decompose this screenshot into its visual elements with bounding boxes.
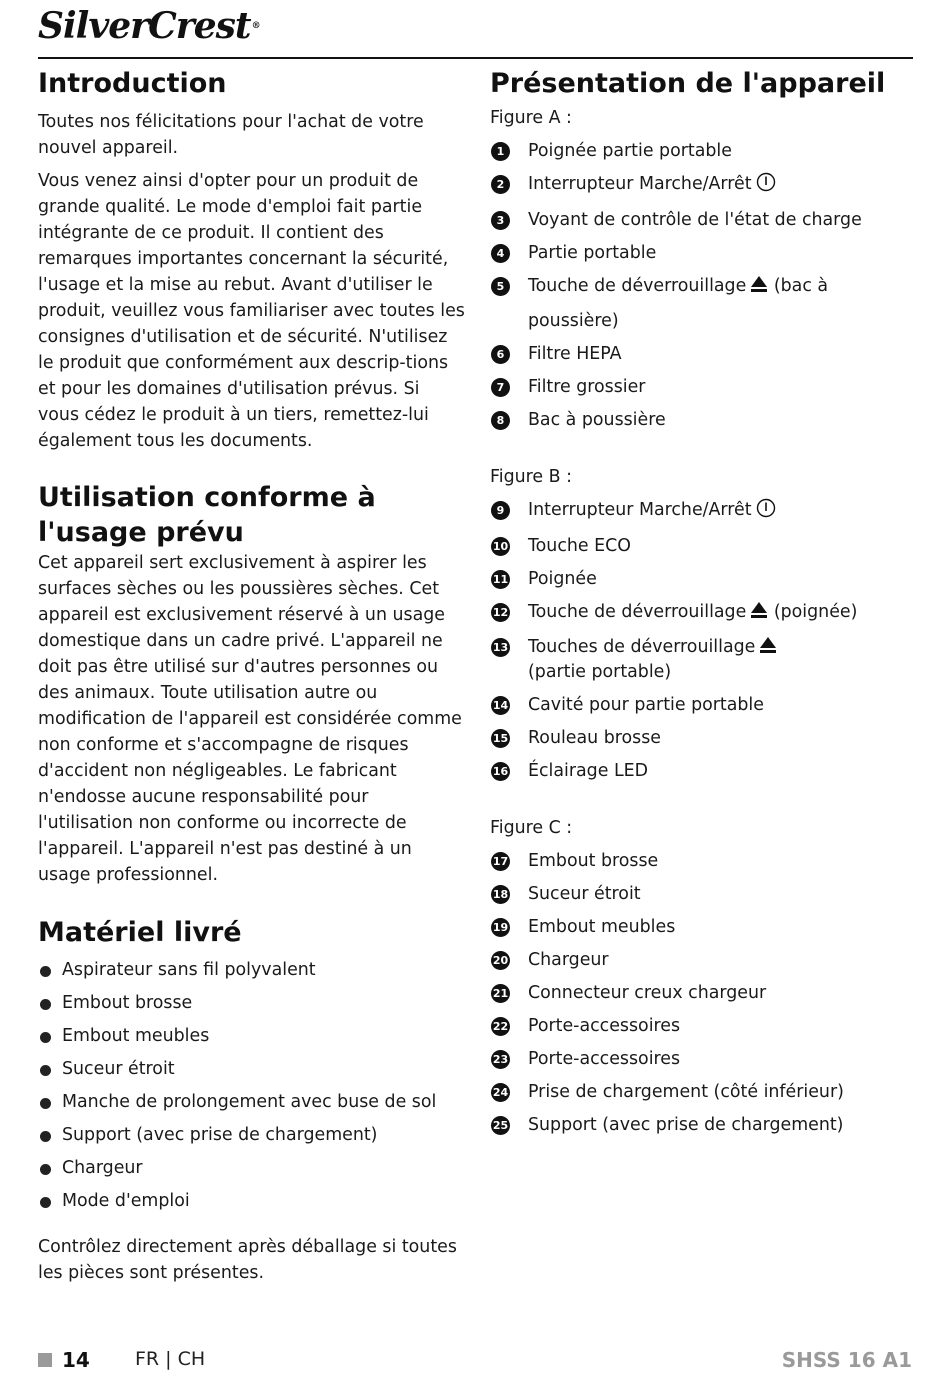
delivered-item: [38, 1185, 466, 1218]
part-item: [490, 755, 920, 788]
delivered-item: [38, 1086, 466, 1119]
presentation-heading: Présentation de l'appareil: [490, 68, 886, 99]
delivered-item-text: Embout brosse: [62, 993, 193, 1013]
delivered-item: [38, 1053, 466, 1086]
delivered-check-note: Contrôlez directement après déballage si toutes les pièces sont présentes.: [38, 1237, 457, 1283]
delivered-item: [38, 954, 466, 987]
figure-a-list: [490, 135, 920, 437]
part-item: [490, 338, 920, 371]
power-symbol-icon: [756, 171, 776, 204]
part-item: [490, 722, 920, 755]
eject-unlock-icon: [750, 272, 768, 305]
left-column: [38, 66, 466, 1286]
part-label: Partie portable: [528, 243, 657, 263]
part-number-badge: 21: [491, 984, 510, 1003]
part-number-badge: 11: [491, 570, 510, 589]
part-item: [490, 944, 920, 977]
figure-c-label: Figure C :: [490, 818, 573, 838]
part-number-badge: 2: [491, 175, 510, 194]
delivered-list: [38, 954, 466, 1218]
part-number-badge: 6: [491, 345, 510, 364]
page-number: 14: [62, 1348, 90, 1372]
part-number-badge: 24: [491, 1083, 510, 1102]
part-item: [490, 270, 920, 338]
part-label: Porte-accessoires: [528, 1016, 681, 1036]
part-number-badge: 5: [491, 277, 510, 296]
intro-heading: Introduction: [38, 68, 227, 99]
part-item: [490, 237, 920, 270]
part-label: Chargeur: [528, 950, 609, 970]
part-label: Connecteur creux chargeur: [528, 983, 767, 1003]
model-number: SHSS 16 A1: [781, 1348, 912, 1372]
part-item: [490, 911, 920, 944]
part-label: Éclairage LED: [528, 761, 649, 781]
part-item: [490, 1109, 920, 1142]
part-item: [490, 878, 920, 911]
part-label: Filtre grossier: [528, 377, 646, 397]
part-label: Poignée partie portable: [528, 141, 732, 161]
part-item: [490, 404, 920, 437]
bullet-icon: [40, 1164, 51, 1175]
part-label: Support (avec prise de chargement): [528, 1115, 844, 1135]
part-label-line2: (partie portable): [528, 662, 672, 682]
part-item: [490, 135, 920, 168]
part-number-badge: 1: [491, 142, 510, 161]
power-symbol-icon: [756, 497, 776, 530]
part-label: Interrupteur Marche/Arrêt: [528, 500, 752, 520]
intro-paragraph-1: Toutes nos félicitations pour l'achat de votre nouvel appareil.: [38, 112, 424, 158]
right-column: [490, 66, 920, 1142]
part-label: Rouleau brosse: [528, 728, 661, 748]
bullet-icon: [40, 1098, 51, 1109]
part-item: [490, 689, 920, 722]
part-label: Interrupteur Marche/Arrêt: [528, 174, 752, 194]
delivered-item-text: Aspirateur sans fil polyvalent: [62, 960, 316, 980]
delivered-item: [38, 1119, 466, 1152]
part-number-badge: 16: [491, 762, 510, 781]
part-number-badge: 3: [491, 211, 510, 230]
part-label: Cavité pour partie portable: [528, 695, 764, 715]
bullet-icon: [40, 1065, 51, 1076]
part-number-badge: 25: [491, 1116, 510, 1135]
part-number-badge: 9: [491, 501, 510, 520]
part-number-badge: 7: [491, 378, 510, 397]
part-item: [490, 563, 920, 596]
part-label-suffix: (bac à poussière): [528, 276, 829, 331]
delivered-heading: Matériel livré: [38, 917, 242, 948]
eject-unlock-icon: [759, 636, 777, 661]
part-label: Voyant de contrôle de l'état de charge: [528, 210, 862, 230]
part-item: [490, 596, 920, 631]
bullet-icon: [40, 1197, 51, 1208]
figure-c-list: [490, 845, 920, 1142]
part-number-badge: 8: [491, 411, 510, 430]
part-item: [490, 530, 920, 563]
part-label-suffix: (poignée): [773, 602, 858, 622]
delivered-item-text: Mode d'emploi: [62, 1191, 190, 1211]
part-label: Touche de déverrouillage: [528, 602, 747, 622]
part-label: Suceur étroit: [528, 884, 641, 904]
part-number-badge: 15: [491, 729, 510, 748]
brand-logo: SilverCrest®: [38, 5, 260, 47]
part-number-badge: 4: [491, 244, 510, 263]
part-label: Poignée: [528, 569, 597, 589]
part-number-badge: 12: [491, 603, 510, 622]
part-item: [490, 371, 920, 404]
part-label: Embout meubles: [528, 917, 676, 937]
part-number-badge: 13: [491, 638, 510, 657]
part-item: [490, 168, 920, 204]
delivered-item-text: Chargeur: [62, 1158, 143, 1178]
figure-b-label: Figure B :: [490, 467, 572, 487]
header-rule: [38, 57, 913, 59]
part-number-badge: 14: [491, 696, 510, 715]
bullet-icon: [40, 999, 51, 1010]
part-item: [490, 494, 920, 530]
part-number-badge: 20: [491, 951, 510, 970]
delivered-item: [38, 1020, 466, 1053]
part-number-badge: 18: [491, 885, 510, 904]
delivered-item-text: Suceur étroit: [62, 1059, 175, 1079]
delivered-item-text: Manche de prolongement avec buse de sol: [62, 1092, 437, 1112]
eject-unlock-icon: [750, 598, 768, 631]
footer-square-icon: [38, 1353, 52, 1367]
part-label: Bac à poussière: [528, 410, 666, 430]
bullet-icon: [40, 1131, 51, 1142]
bullet-icon: [40, 966, 51, 977]
delivered-item-text: Embout meubles: [62, 1026, 210, 1046]
part-number-badge: 17: [491, 852, 510, 871]
figure-b-list: [490, 494, 920, 788]
delivered-item: [38, 987, 466, 1020]
part-number-badge: 23: [491, 1050, 510, 1069]
part-label: Touches de déverrouillage: [528, 637, 756, 657]
part-label: Filtre HEPA: [528, 344, 622, 364]
figure-a-label: Figure A :: [490, 108, 572, 128]
part-item: [490, 631, 920, 689]
part-label: Touche ECO: [528, 536, 631, 556]
delivered-item-text: Support (avec prise de chargement): [62, 1125, 378, 1145]
part-item: [490, 1043, 920, 1076]
part-item: [490, 1010, 920, 1043]
part-item: [490, 1076, 920, 1109]
part-label: Porte-accessoires: [528, 1049, 681, 1069]
bullet-icon: [40, 1032, 51, 1043]
part-item: [490, 204, 920, 237]
part-number-badge: 19: [491, 918, 510, 937]
usage-paragraph: Cet appareil sert exclusivement à aspirer les surfaces sèches ou les poussières sèches. Cet appareil est exclusivement réservé à un usage domestique dans un cadre privé. L'appareil ne doit pas être utilisé sur d'autres personnes ou des animaux. Toute utilisation autre ou modification de l'appareil est considérée comme non conforme et s'accompagne de risques d'accident non négligeables. Le fabricant n'endosse aucune responsabilité pour l'utilisation non conforme ou incorrecte de l'appareil. L'appareil n'est pas destiné à un usage professionnel.: [38, 553, 462, 885]
part-number-badge: 22: [491, 1017, 510, 1036]
part-label: Touche de déverrouillage: [528, 276, 747, 296]
intro-paragraph-2: Vous venez ainsi d'opter pour un produit de grande qualité. Le mode d'emploi fait partie intégrante de ce produit. Il contient des remarques importantes concernant la sécurité, l'usage et la mise au rebut. Avant d'utiliser le produit, veuillez vous familiariser avec toutes les consignes d'utilisation et de sécurité. N'utilisez le produit que conformément aux descrip-tions et pour les domaines d'utilisation prévus. Si vous cédez le produit à un tiers, remettez-lui également tous les documents.: [38, 171, 465, 451]
part-label: Embout brosse: [528, 851, 659, 871]
part-number-badge: 10: [491, 537, 510, 556]
usage-heading: Utilisation conforme à l'usage prévu: [38, 482, 376, 548]
part-item: [490, 977, 920, 1010]
language-code: FR | CH: [135, 1348, 206, 1370]
delivered-item: [38, 1152, 466, 1185]
part-item: [490, 845, 920, 878]
page-footer: [38, 1348, 912, 1374]
part-label: Prise de chargement (côté inférieur): [528, 1082, 844, 1102]
